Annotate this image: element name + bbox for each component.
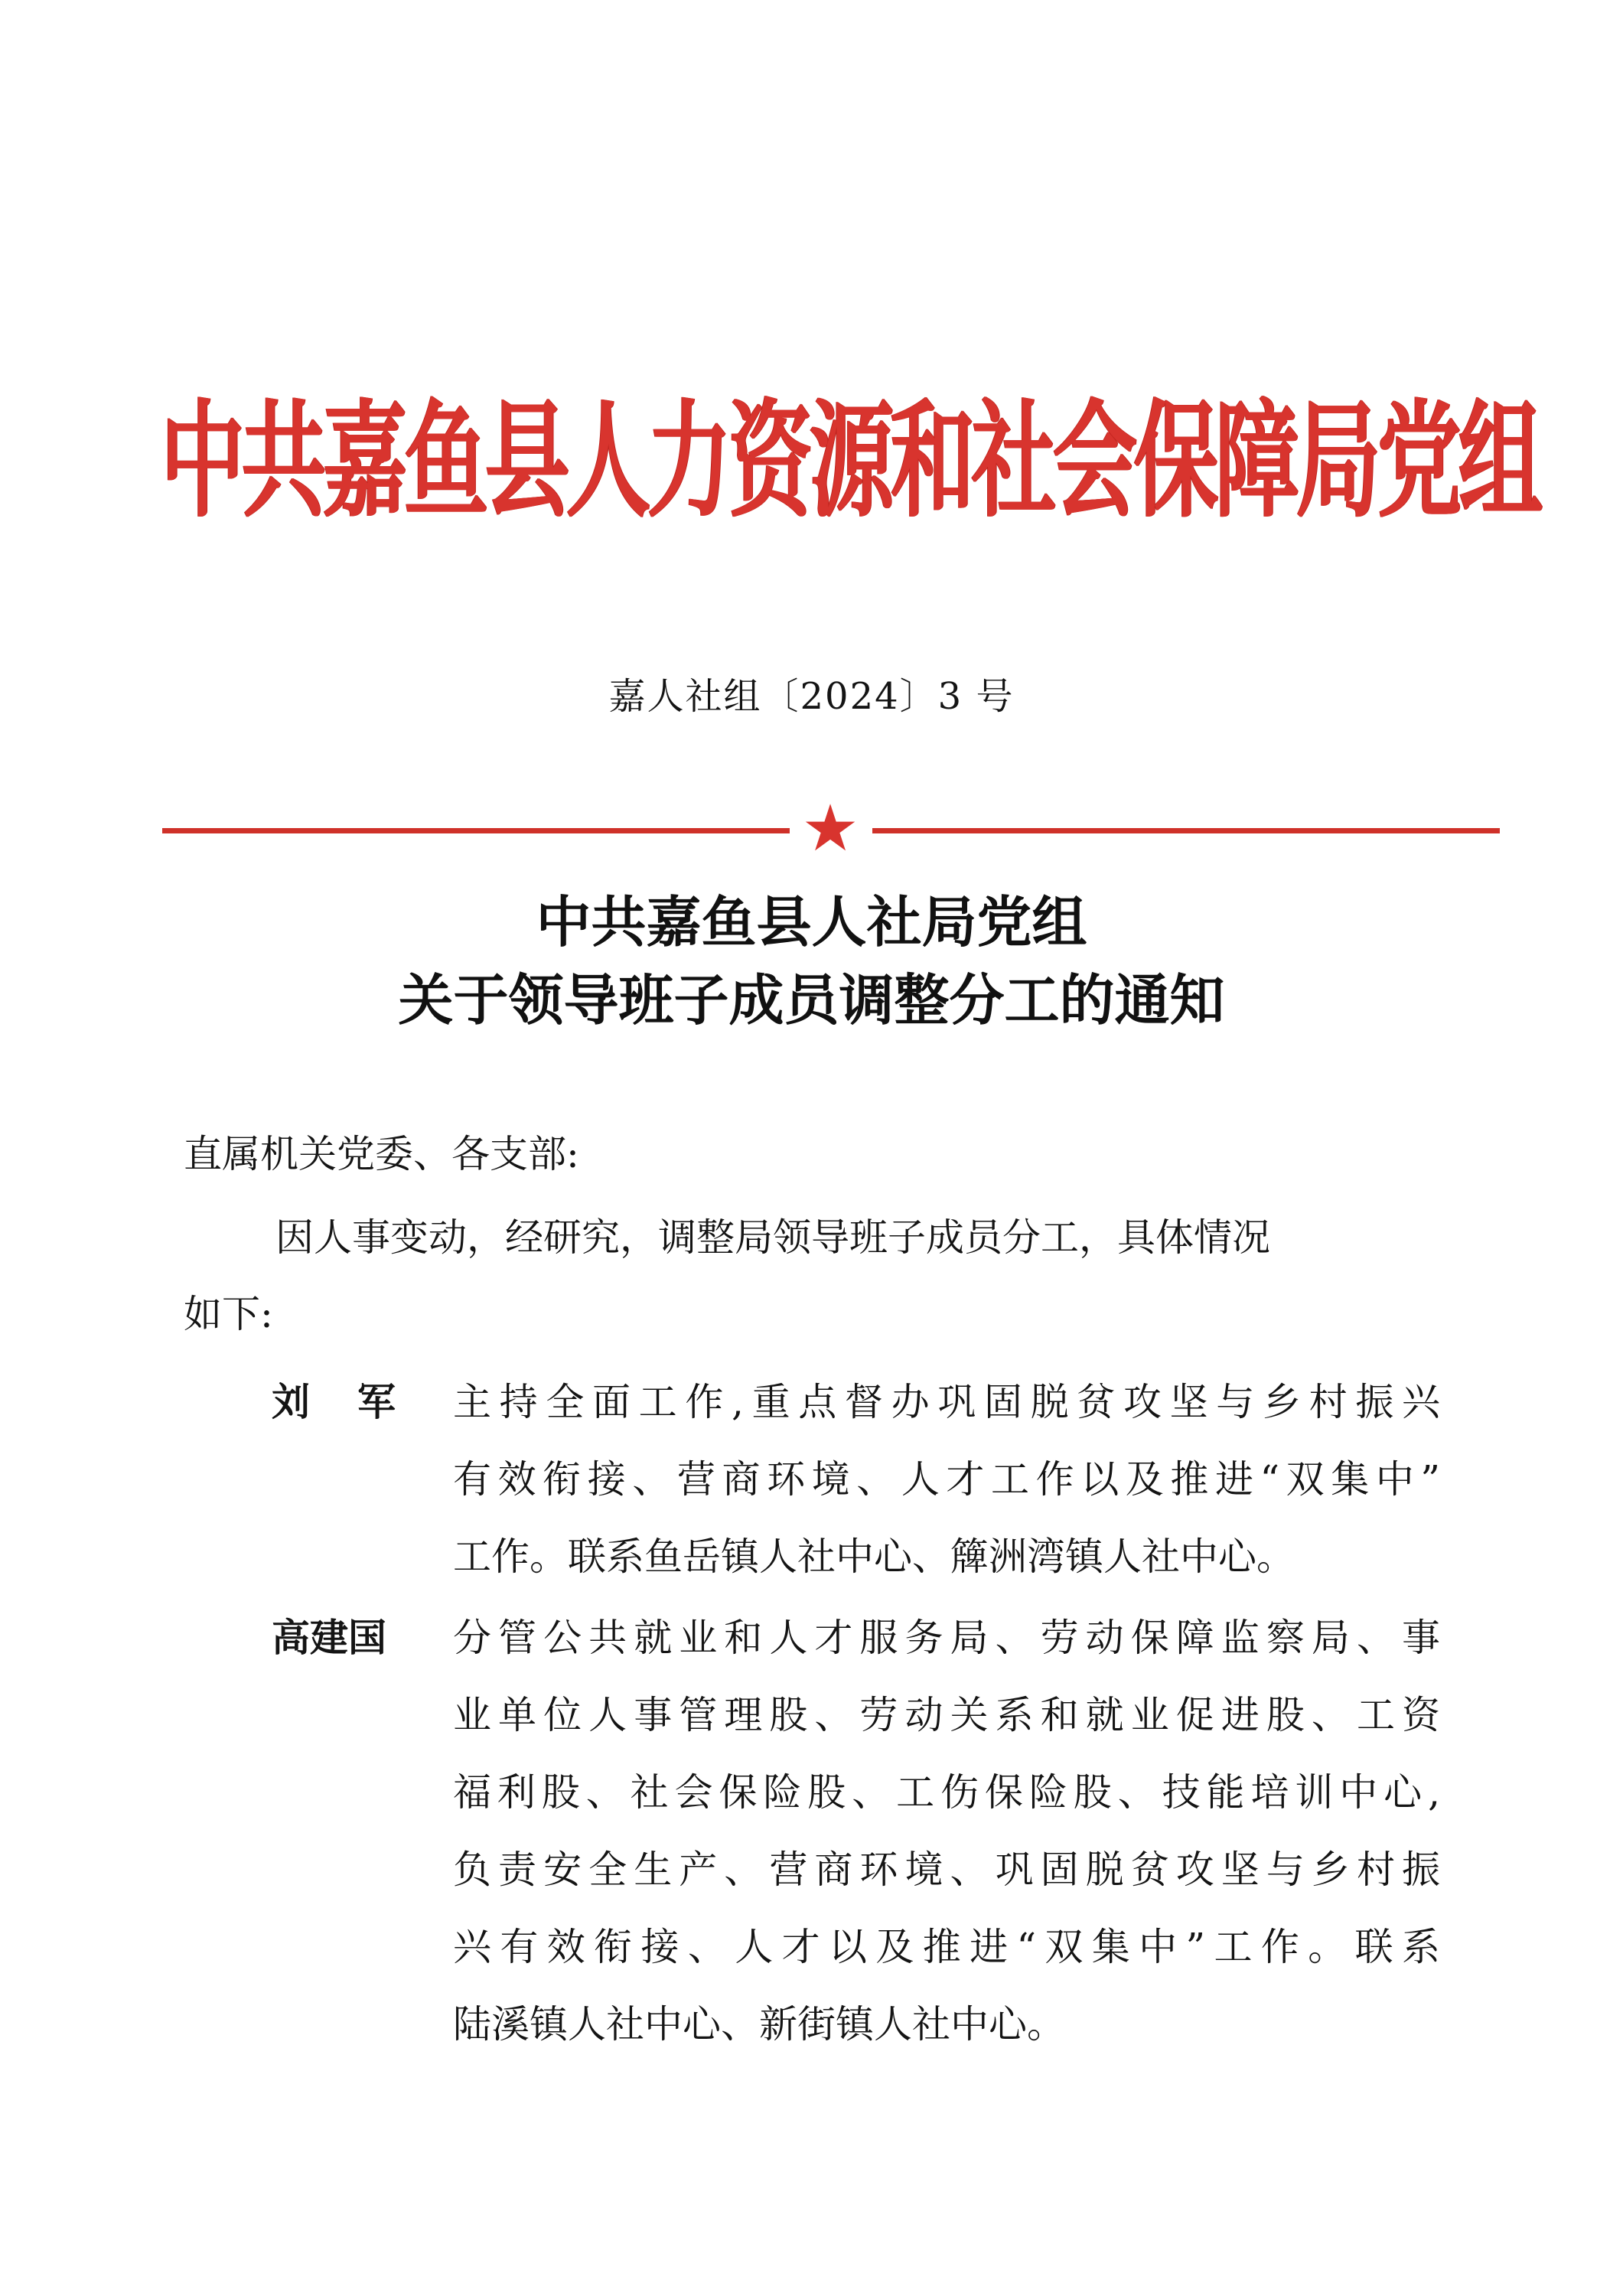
duty-line: 主持全面工作,重点督办巩固脱贫攻坚与乡村振兴 [453,1380,1440,1424]
leader-name: 高建国 [272,1616,386,1660]
duty-line: 分管公共就业和人才服务局、劳动保障监察局、事 [453,1616,1440,1660]
document-number: 嘉人社组〔2024〕3 号 [608,675,1015,718]
leader-duties [453,1364,1440,1596]
intro-paragraph-line-1: 因人事变动，经研究，调整局领导班子成员分工，具体情况 [275,1215,1270,1260]
intro-paragraph-line-2: 如下: [184,1292,273,1336]
notice-title-line-2: 关于领导班子成员调整分工的通知 [398,968,1225,1032]
leader-duties [453,1600,1440,2063]
duty-line: 负责安全生产、营商环境、巩固脱贫攻坚与乡村振 [453,1848,1440,1892]
duty-line: 兴有效衔接、人才以及推进“双集中”工作。联系 [453,1925,1440,1969]
salutation: 直属机关党委、各支部: [184,1132,579,1176]
duty-line: 业单位人事管理股、劳动关系和就业促进股、工资 [453,1693,1440,1737]
duty-line: 工作。联系鱼岳镇人社中心、簰洲湾镇人社中心。 [453,1534,1295,1579]
duty-line: 有效衔接、营商环境、人才工作以及推进“双集中” [453,1457,1440,1502]
masthead-org-name: 中共嘉鱼县人力资源和社会保障局党组 [161,387,1540,535]
red-divider-left [162,828,790,833]
duty-line: 福利股、社会保险股、工伤保险股、技能培训中心, [453,1770,1440,1815]
star-icon: ★ [801,791,859,866]
notice-title-line-1: 中共嘉鱼县人社局党组 [536,890,1087,954]
leader-name: 刘军 [272,1380,443,1424]
duty-line: 陆溪镇人社中心、新街镇人社中心。 [453,2002,1065,2047]
red-divider-right [872,828,1500,833]
